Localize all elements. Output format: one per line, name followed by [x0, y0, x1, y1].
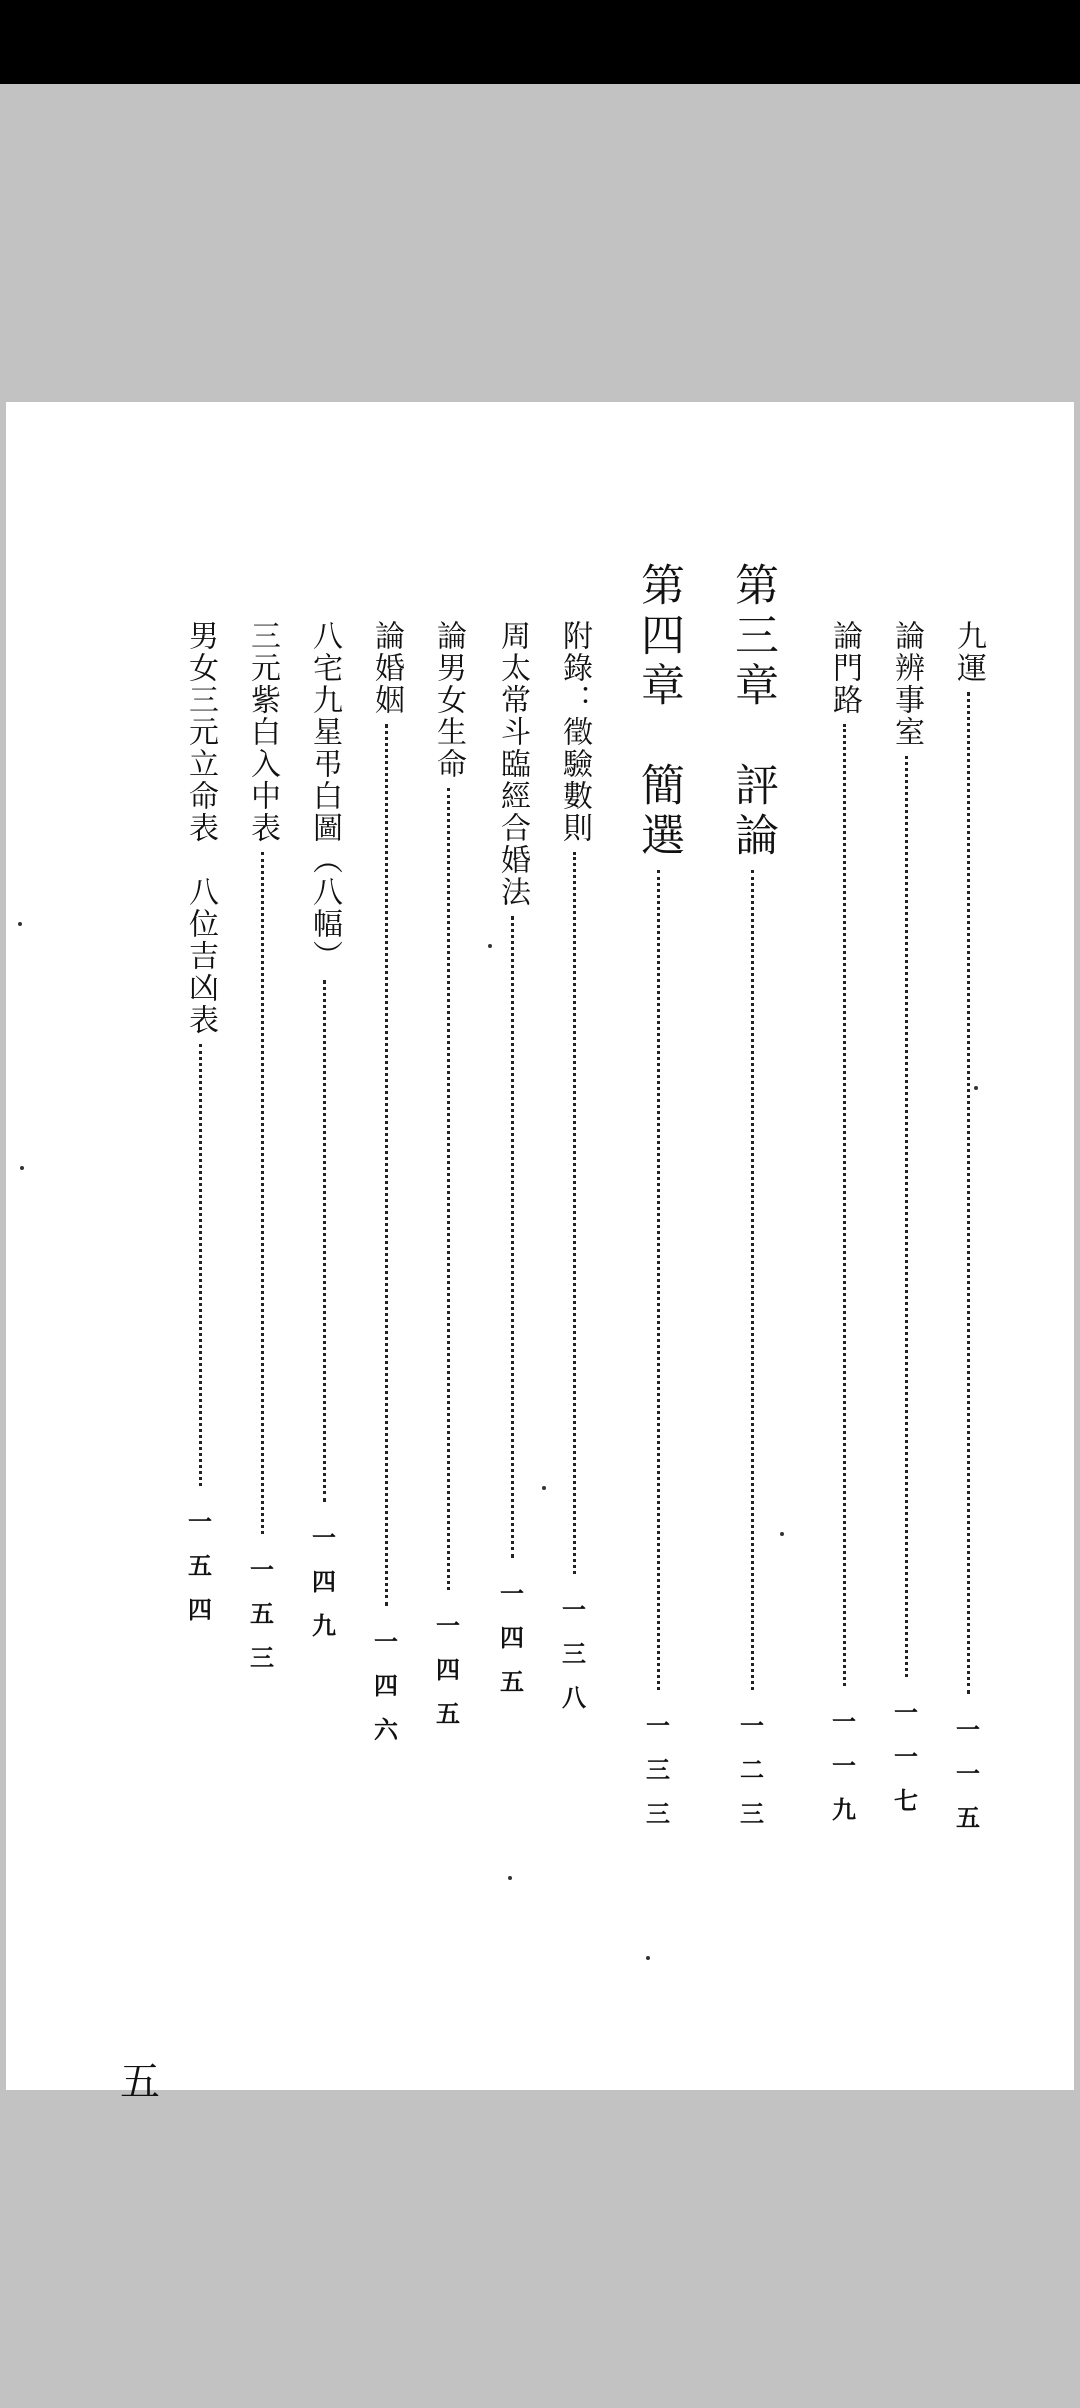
- toc-entry-title: 周太常斗臨經合婚法: [495, 620, 530, 908]
- toc-entry[interactable]: [824, 620, 864, 1832]
- toc-entry[interactable]: [428, 620, 468, 1736]
- document-page: [6, 402, 1074, 2105]
- toc-entry-title: 論男女生命: [431, 620, 466, 780]
- toc-entry-page: 一 四 六: [374, 1627, 398, 1744]
- toc-entry-page: 一 一 七: [894, 1698, 918, 1815]
- dot-leader: [323, 980, 326, 1502]
- toc-entry-title: 附錄：徵驗數則: [557, 620, 592, 844]
- scan-speck: [18, 922, 22, 926]
- dot-leader: [905, 756, 908, 1677]
- status-bar: [0, 0, 1080, 84]
- toc-entry[interactable]: [554, 620, 594, 1720]
- toc-entry-page: 一 四 五: [500, 1579, 524, 1696]
- dot-leader: [657, 870, 660, 1690]
- toc-entry-page: 一 一 五: [956, 1715, 980, 1832]
- chapter-title: 第四章 簡選: [633, 562, 684, 862]
- toc-entry-title: 男女三元立命表 八位吉凶表: [183, 620, 218, 1036]
- scan-speck: [646, 1956, 650, 1960]
- scan-speck: [974, 1086, 978, 1090]
- scan-speck: [542, 1486, 546, 1490]
- toc-chapter[interactable]: [633, 562, 684, 1836]
- toc-entry[interactable]: [886, 620, 926, 1823]
- chapter-title: 第三章 評論: [727, 562, 778, 862]
- toc-entry-page: 一 五 四: [188, 1507, 212, 1624]
- scan-speck: [20, 1166, 24, 1170]
- toc-entry-page: 一 一 九: [832, 1707, 856, 1824]
- scan-speck: [780, 1532, 784, 1536]
- dot-leader: [385, 724, 388, 1606]
- toc-entry[interactable]: [366, 620, 406, 1752]
- dot-leader: [511, 916, 514, 1558]
- toc-entry-title: 九運: [951, 620, 986, 684]
- toc-entry-page: 一 四 五: [436, 1611, 460, 1728]
- page-number: 五: [120, 2059, 160, 2105]
- toc-entry-page: 一 二 三: [740, 1711, 764, 1828]
- toc-entry-title: 八宅九星弔白圖（八幅）: [307, 620, 342, 972]
- dot-leader: [751, 870, 754, 1690]
- toc-entry-title: 三元紫白入中表: [245, 620, 280, 844]
- toc-entry-title: 論辨事室: [889, 620, 924, 748]
- toc-entry-page: 一 三 三: [646, 1711, 670, 1828]
- toc-entry-page: 一 三 八: [562, 1595, 586, 1712]
- toc-entry[interactable]: [304, 620, 344, 1648]
- dot-leader: [199, 1044, 202, 1486]
- scan-speck: [488, 944, 492, 948]
- toc-entry[interactable]: [948, 620, 988, 1840]
- toc-entry-title: 論門路: [827, 620, 862, 716]
- scan-speck: [508, 1876, 512, 1880]
- toc-entry[interactable]: [242, 620, 282, 1680]
- toc-entry-page: 一 四 九: [312, 1523, 336, 1640]
- toc-entry[interactable]: [492, 620, 532, 1704]
- dot-leader: [447, 788, 450, 1590]
- dot-leader: [573, 852, 576, 1574]
- dot-leader: [843, 724, 846, 1686]
- dot-leader: [967, 692, 970, 1694]
- toc-entry[interactable]: [180, 620, 220, 1632]
- toc-entry-page: 一 五 三: [250, 1555, 274, 1672]
- toc-entry-title: 論婚姻: [369, 620, 404, 716]
- dot-leader: [261, 852, 264, 1534]
- toc-chapter[interactable]: [727, 562, 778, 1836]
